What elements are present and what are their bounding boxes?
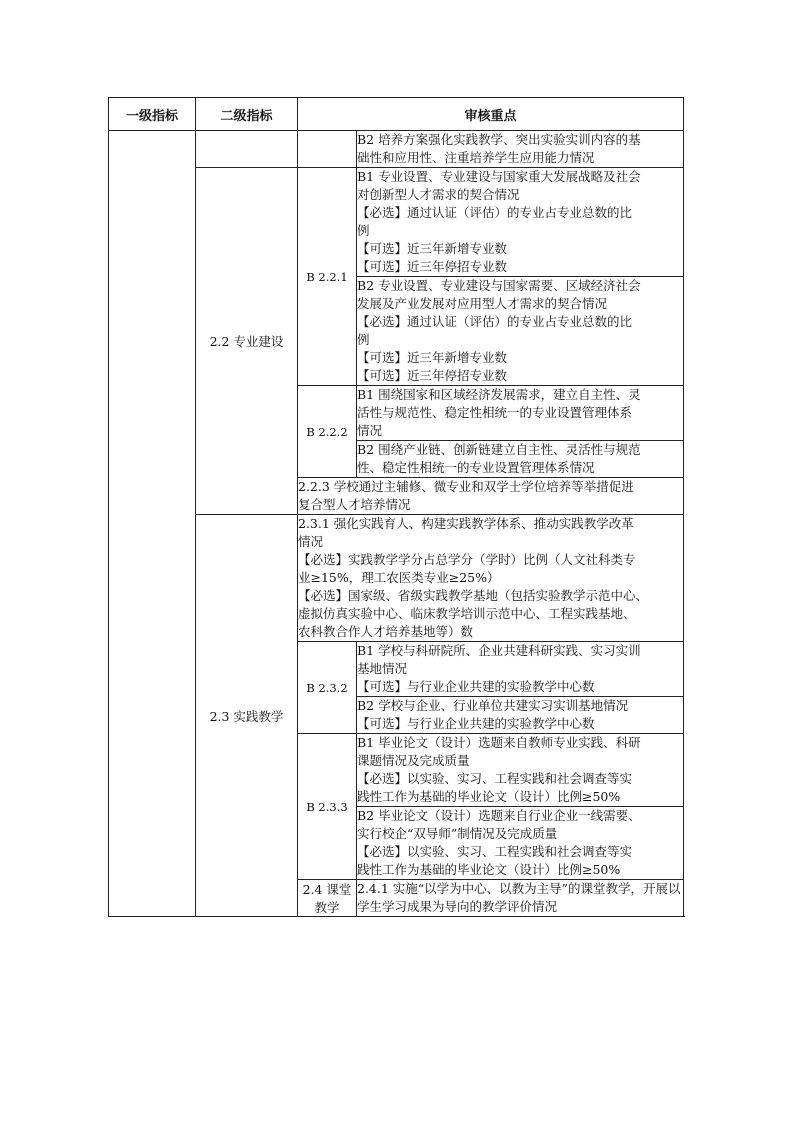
- text-line: B1 学校与科研院所、企业共建科研实践、实习实训: [357, 643, 641, 658]
- text-line: 情况: [357, 423, 383, 438]
- header-level2-indicator: 二级指标: [196, 98, 298, 131]
- item-2-4-1-text: [357, 880, 684, 917]
- text-line: 基地情况: [357, 661, 408, 676]
- text-line: 课题情况及完成质量: [357, 753, 470, 768]
- b233-b2-text: [357, 807, 684, 880]
- text-line: 【可选】近三年新增专业数: [357, 241, 508, 256]
- b232-b1-text: [357, 642, 684, 697]
- text-line: 践性工作为基础的毕业论文（设计）比例≥50%: [357, 862, 621, 877]
- text-line: B1 围绕国家和区域经济发展需求，建立自主性、灵: [357, 387, 641, 402]
- text-line: 【必选】通过认证（评估）的专业占专业总数的比: [357, 205, 633, 220]
- b221-b2-text: [357, 277, 684, 386]
- code-b233: B 2.3.3: [298, 734, 357, 880]
- text-line: 性、稳定性相统一的专业设置管理体系情况: [357, 460, 595, 475]
- code-cell: [298, 131, 357, 168]
- level1-indicator-cell: [109, 131, 196, 917]
- text-line: 【必选】实践教学学分占总学分（学时）比例（人文社科类专: [298, 552, 636, 567]
- text-line: B1 专业设置、专业建设与国家重大发展战略及社会: [357, 169, 641, 184]
- level2-indicator-cell: [196, 131, 298, 168]
- text-line: 践性工作为基础的毕业论文（设计）比例≥50%: [357, 789, 621, 804]
- text-line: B2 学校与企业、行业单位共建实习实训基地情况: [357, 698, 629, 713]
- b222-b2-text: [357, 441, 684, 478]
- text-line: 例: [357, 332, 370, 347]
- table-header-row: [109, 98, 684, 131]
- text-line: B2 专业设置、专业建设与国家需要、区域经济社会: [357, 278, 641, 293]
- text-line: 2.4.1 实施“以学为中心、以教为主导”的课堂教学，开展以: [357, 881, 681, 896]
- text-line: B2 围绕产业链、创新链建立自主性、灵活性与规范: [357, 442, 641, 457]
- level2-2-4-label: 2.4 课堂教学: [298, 880, 357, 917]
- text-line: 【可选】近三年停招专业数: [357, 368, 508, 383]
- code-b232: B 2.3.2: [298, 642, 357, 734]
- item-2-2-3-text: [298, 478, 684, 515]
- header-level1-indicator: 一级指标: [109, 98, 196, 131]
- text-line: 实行校企“双导师”制情况及完成质量: [357, 826, 558, 841]
- text-line: 发展及产业发展对应用型人才需求的契合情况: [357, 296, 608, 311]
- text-line: 学生学习成果为导向的教学评价情况: [357, 899, 558, 914]
- text-line: 础性和应用性、注重培养学生应用能力情况: [357, 150, 595, 165]
- table-row: [109, 168, 684, 277]
- text-line: 2.3.1 强化实践育人、构建实践教学体系、推动实践教学改革: [298, 516, 634, 531]
- audit-indicator-table: [108, 97, 684, 917]
- text-line: 业≥15%，理工农医类专业≥25%）: [298, 570, 500, 585]
- level2-2-2-label: 2.2 专业建设: [196, 168, 298, 515]
- section-2-1-b2-text: [357, 131, 684, 168]
- text-line: 【可选】近三年停招专业数: [357, 259, 508, 274]
- text-line: 【必选】以实验、实习、工程实践和社会调查等实: [357, 844, 633, 859]
- text-line: 活性与规范性、稳定性相统一的专业设置管理体系: [357, 405, 633, 420]
- text-line: 农科教合作人才培养基地等）数: [298, 624, 474, 639]
- text-line: 【必选】国家级、省级实践教学基地（包括实验教学示范中心、: [298, 588, 649, 603]
- text-line: 复合型人才培养情况: [298, 497, 411, 512]
- table-row: [109, 131, 684, 168]
- code-b222: B 2.2.2: [298, 386, 357, 478]
- text-line: 【必选】通过认证（评估）的专业占专业总数的比: [357, 314, 633, 329]
- b221-b1-text: [357, 168, 684, 277]
- text-line: 【必选】以实验、实习、工程实践和社会调查等实: [357, 771, 633, 786]
- text-line: 【可选】近三年新增专业数: [357, 350, 508, 365]
- text-line: 2.2.3 学校通过主辅修、微专业和双学士学位培养等举措促进: [298, 479, 634, 494]
- text-line: B2 培养方案强化实践教学、突出实验实训内容的基: [357, 132, 641, 147]
- text-line: 【可选】与行业企业共建的实验教学中心数: [357, 716, 595, 731]
- text-line: B1 毕业论文（设计）选题来自教师专业实践、科研: [357, 735, 641, 750]
- text-line: 例: [357, 223, 370, 238]
- item-2-3-1-text: [298, 515, 684, 642]
- text-line: 虚拟仿真实验中心、临床教学培训示范中心、工程实践基地、: [298, 606, 636, 621]
- b233-b1-text: [357, 734, 684, 807]
- text-line: 情况: [298, 534, 324, 549]
- level2-2-3-label: 2.3 实践教学: [196, 515, 298, 917]
- text-line: 对创新型人才需求的契合情况: [357, 187, 520, 202]
- header-audit-focus: 审核重点: [298, 98, 684, 131]
- text-line: 【可选】与行业企业共建的实验教学中心数: [357, 679, 595, 694]
- code-b221: B 2.2.1: [298, 168, 357, 386]
- b232-b2-text: [357, 697, 684, 734]
- table-row: [109, 515, 684, 642]
- text-line: B2 毕业论文（设计）选题来自行业企业一线需要、: [357, 808, 641, 823]
- b222-b1-text: [357, 386, 684, 441]
